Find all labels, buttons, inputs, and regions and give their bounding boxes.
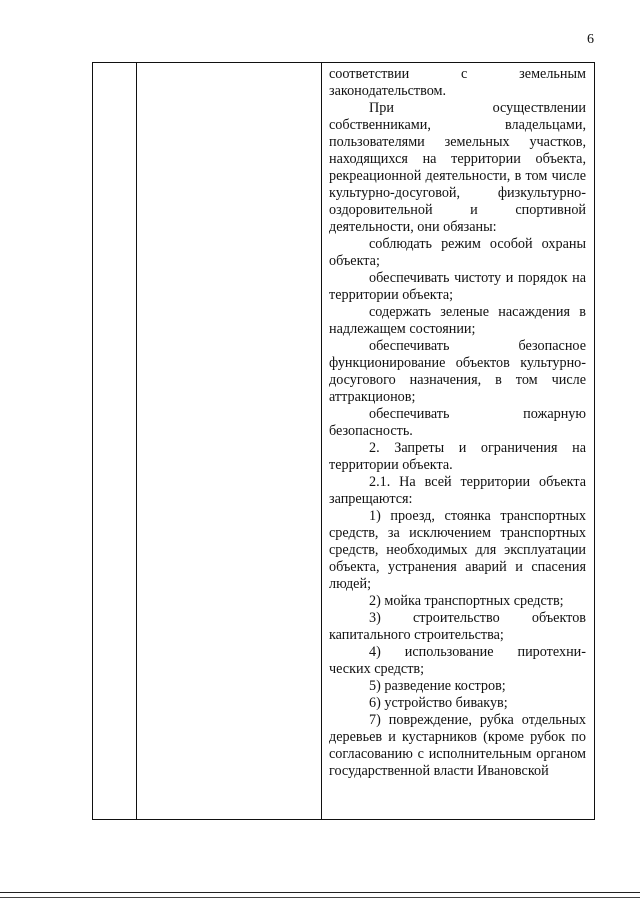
paragraph: При осуществлении собственниками, владельцами, пользователями земельных участков, находящихся на территории объекта, рекреационной деятельности, в том числе культурно-досуговой, физкультурно-оздоровительной и спортивной деятельности, они обязаны: bbox=[329, 100, 586, 235]
paragraph: 1) проезд, стоянка транспортных средств, за исключением транспортных средств, необходимых для эксплуатации объекта, устранения аварий и спасения людей; bbox=[329, 508, 586, 592]
paragraph: содержать зеленые насаждения в надлежащем состоянии; bbox=[329, 304, 586, 337]
paragraph: обеспечивать безопасное функционирование объектов культурно-досугового назначения, в том числе аттракционов; bbox=[329, 338, 586, 405]
paragraph: 4) использование пиротехни-ческих средств; bbox=[329, 644, 586, 677]
paragraph: 5) разведение костров; bbox=[369, 678, 506, 694]
paragraph: обеспечивать пожарную безопасность. bbox=[329, 406, 586, 439]
footer-rule-bottom bbox=[0, 897, 640, 898]
paragraph: обеспечивать чистоту и порядок на территории объекта; bbox=[329, 270, 586, 303]
paragraph: 3) строительство объектов капитального строительства; bbox=[329, 610, 586, 643]
paragraph: 2.1. На всей территории объекта запрещаются: bbox=[329, 474, 586, 507]
paragraph: 2. Запреты и ограничения на территории объекта. bbox=[329, 440, 586, 473]
footer-rule-top bbox=[0, 892, 640, 893]
table-column-content bbox=[322, 63, 594, 819]
document-table bbox=[92, 62, 595, 820]
paragraph: соответствии с земельным законодательством. bbox=[329, 66, 586, 99]
table-column-number bbox=[93, 63, 137, 819]
table-column-name bbox=[137, 63, 322, 819]
paragraph: 2) мойка транспортных средств; bbox=[369, 593, 564, 609]
page-number: 6 bbox=[587, 32, 594, 47]
paragraph: соблюдать режим особой охраны объекта; bbox=[329, 236, 586, 269]
paragraph: 7) повреждение, рубка отдельных деревьев и кустарников (кроме рубок по согласованию с исполнительным органом государственной власти Ивановской bbox=[329, 712, 586, 779]
paragraph: 6) устройство бивакув; bbox=[369, 695, 508, 711]
